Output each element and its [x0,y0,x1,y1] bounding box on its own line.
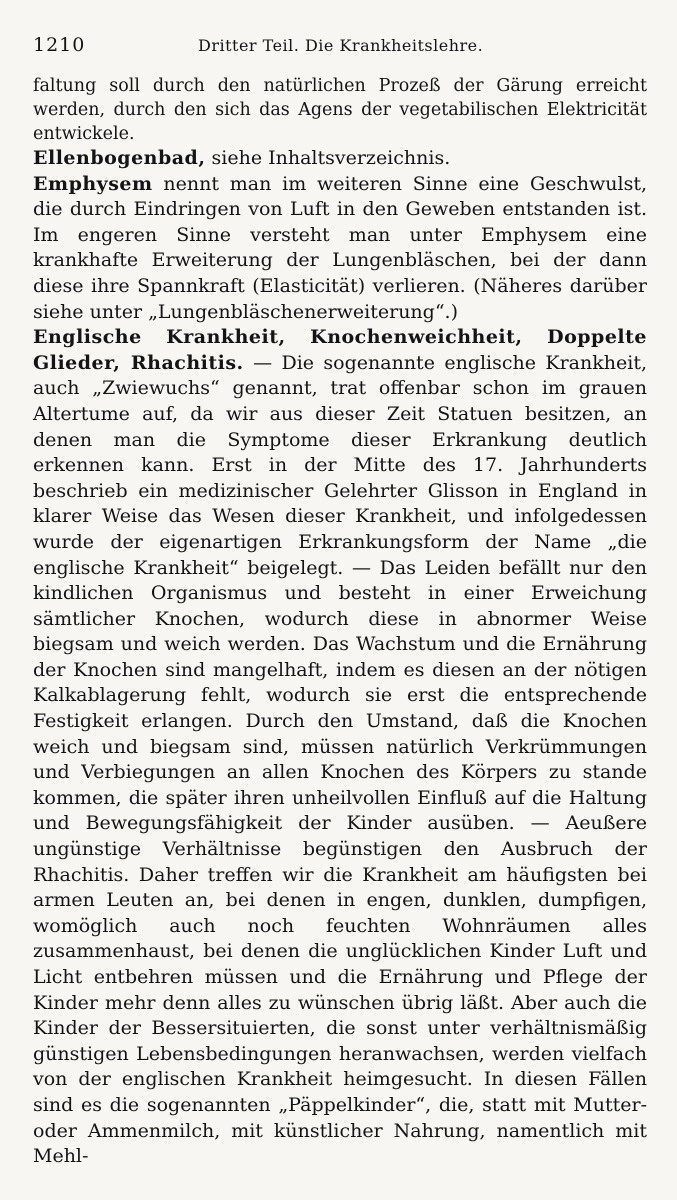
page-number: 1210 [33,34,86,56]
entry-headword: Englische Krankheit, Knochenweichheit, Doppelte Glieder, Rhachitis. [33,326,647,374]
entry-headword: Ellenbogenbad, [33,147,206,169]
entry-text: — Die sogenannte englische Krankheit, auch „Zwiewuchs“ genannt, trat offenbar schon im grauen Altertume auf, da wir aus dieser Zeit Statuen besitzen, an denen man die Symptome dieser Erkrankung deutlich erkennen kann. Erst in der Mitte des 17. Jahrhunderts beschrieb ein medizinischer Gelehrter Glisson in England in klarer Weise das Wesen dieser Krankheit, und infolgedessen wurde der eigenartigen Erkrankungsform der Name „die englische Krankheit“ beigelegt. — Das Leiden befällt nur den kindlichen Organismus und besteht in einer Erweichung sämtlicher Knochen, wodurch diese in abnormer Weise biegsam und weich werden. Das Wachstum und die Ernährung der Knochen sind mangelhaft, indem es diesen an der nötigen Kalkablagerung fehlt, wodurch sie erst die entsprechende Festigkeit erlangen. Durch den Umstand, daß die Knochen weich und biegsam sind, müssen natürlich Verkrümmungen und Verbiegungen an allen Knochen des Körpers zu stande kommen, die später ihren unheilvollen Einfluß auf die Haltung und Bewegungsfähigkeit der Kinder ausüben. — Aeußere ungünstige Verhältnisse begünstigen den Ausbruch der Rhachitis. Daher treffen wir die Krankheit am häufigsten bei armen Leuten an, bei denen in engen, dunklen, dumpfigen, womöglich auch noch feuchten Wohnräumen alles zusammenhaust, bei denen die unglücklichen Kinder Luft und Licht entbehren müssen und die Ernährung und Pflege der Kinder mehr denn alles zu wünschen übrig läßt. Aber auch die Kinder der Bessersituierten, die sonst unter verhältnismäßig günstigen Lebensbedingungen heranwachsen, werden vielfach von der englischen Krankheit heimgesucht. In diesen Fällen sind es die sogenannten „Päppelkinder“, die, statt mit Mutter- oder Ammenmilch, mit künstlicher Nahrung, namentlich mit Mehl- [33,351,647,1168]
page-header [33,32,647,66]
page-body [33,74,647,1170]
running-title: Dritter Teil. Die Krankheitslehre. [198,36,484,55]
entry-headword: Emphysem [33,172,153,195]
entry-emphysem [33,172,647,326]
continued-paragraph [33,74,647,146]
entry-text: nennt man im weiteren Sinne eine Geschwulst, die durch Eindringen von Luft in den Geweben entstanden ist. Im engeren Sinne versteht man unter Emphysem eine krankhafte Erweiterung der Lungenbläschen, bei der dann diese ihre Spannkraft (Elasticität) verlieren. (Näheres darüber siehe unter „Lungenbläschenerweiterung“.) [33,172,647,323]
entry-ellenbogenbad [33,146,647,172]
entry-englische-krankheit [33,325,647,1170]
entry-text: siehe Inhaltsverzeichnis. [205,147,451,169]
paragraph-text: faltung soll durch den natürlichen Prozeß der Gärung erreicht werden, durch den sich das Agens der vegetabilischen Elektricität entwickele. [33,76,647,144]
